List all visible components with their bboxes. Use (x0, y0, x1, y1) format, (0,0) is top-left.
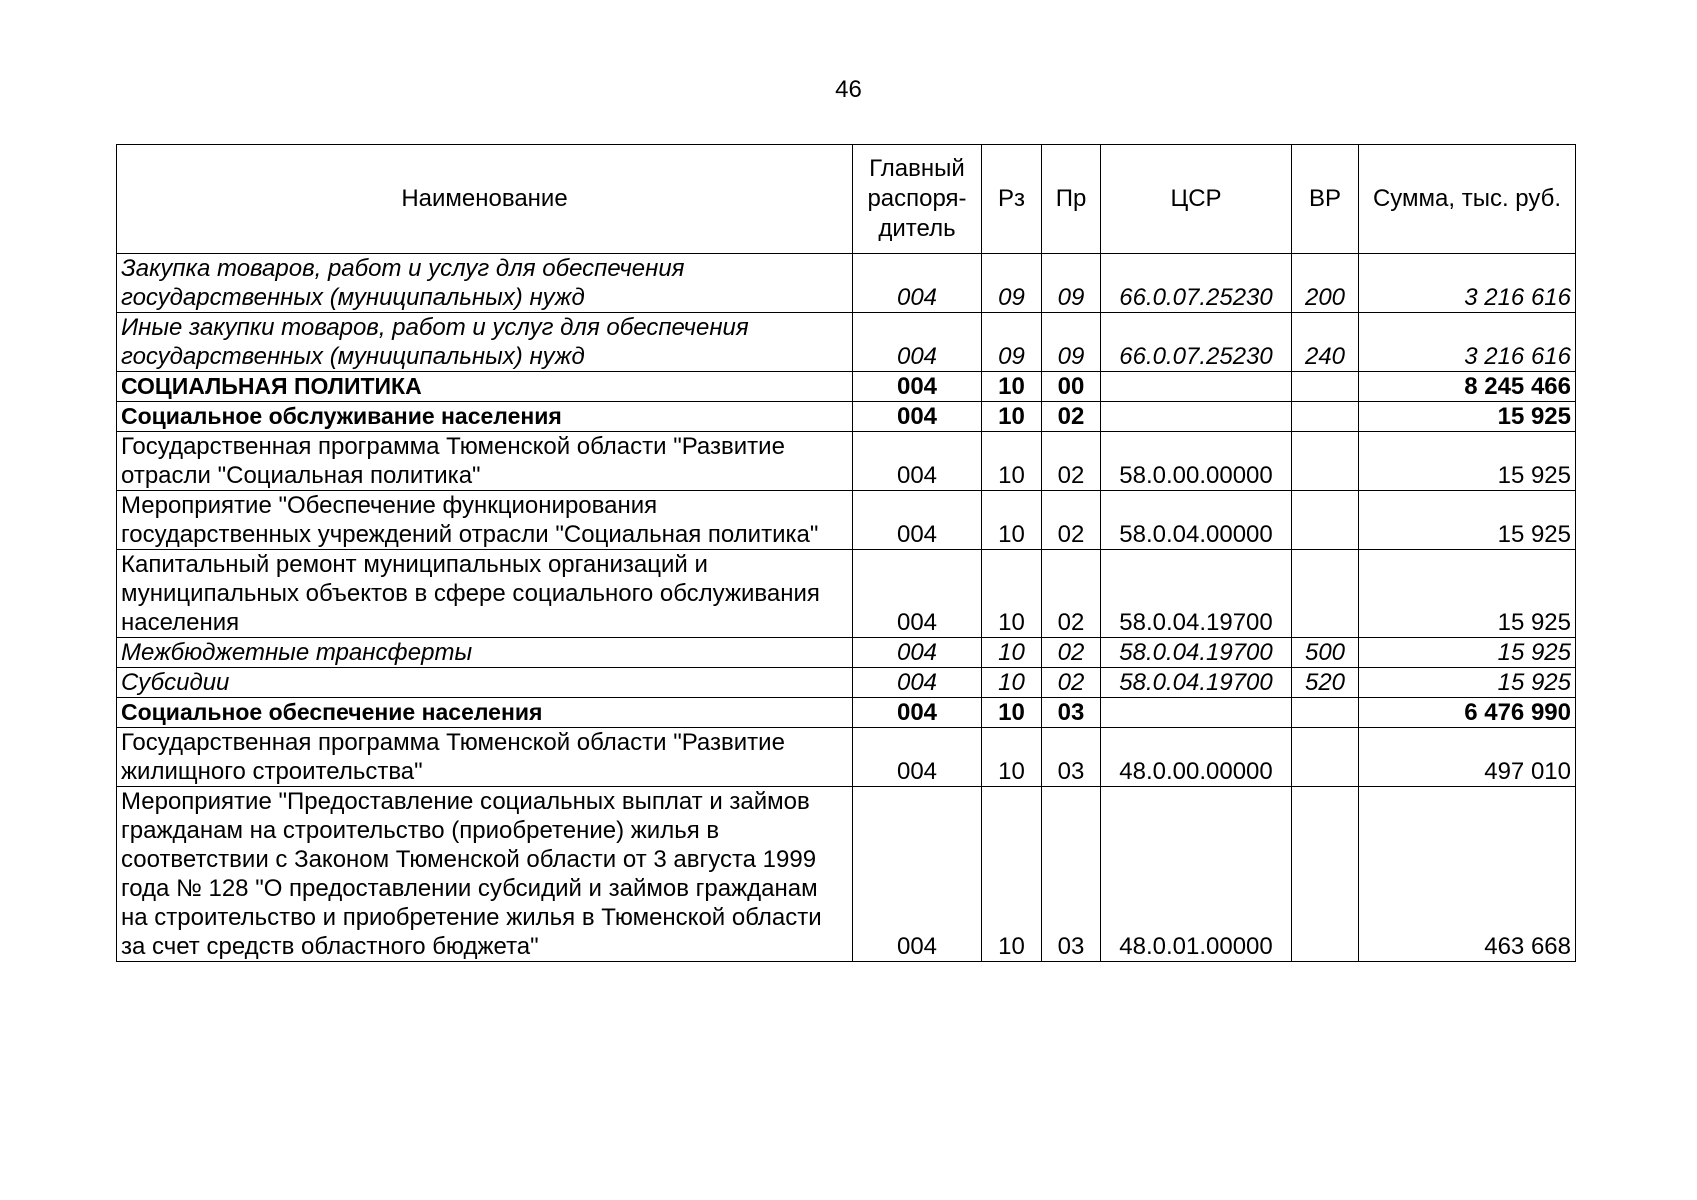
cell-vr (1292, 787, 1359, 962)
cell-glava: 004 (853, 668, 982, 698)
table-row (117, 668, 1576, 698)
table-row (117, 787, 1576, 962)
cell-pr: 02 (1042, 491, 1101, 550)
cell-vr: 200 (1292, 254, 1359, 313)
cell-sum: 3 216 616 (1359, 313, 1576, 372)
header-rz: Рз (982, 145, 1042, 254)
header-sum: Сумма, тыс. руб. (1359, 145, 1576, 254)
cell-rz: 10 (982, 698, 1042, 728)
cell-pr: 09 (1042, 313, 1101, 372)
table-body (117, 254, 1576, 962)
header-glava: Главный распоря-дитель (853, 145, 982, 254)
cell-pr: 02 (1042, 638, 1101, 668)
cell-sum: 497 010 (1359, 728, 1576, 787)
cell-pr: 02 (1042, 402, 1101, 432)
cell-glava: 004 (853, 638, 982, 668)
cell-csr (1101, 372, 1292, 402)
budget-table (116, 144, 1576, 962)
header-vr: ВР (1292, 145, 1359, 254)
cell-pr: 03 (1042, 728, 1101, 787)
cell-csr: 58.0.00.00000 (1101, 432, 1292, 491)
cell-vr: 520 (1292, 668, 1359, 698)
cell-vr (1292, 728, 1359, 787)
cell-name: Закупка товаров, работ и услуг для обеспечения государственных (муниципальных) нужд (117, 254, 853, 313)
page-number: 46 (835, 76, 862, 103)
header-name: Наименование (117, 145, 853, 254)
cell-name: Государственная программа Тюменской области "Развитие жилищного строительства" (117, 728, 853, 787)
cell-rz: 10 (982, 372, 1042, 402)
cell-name: Социальное обеспечение населения (117, 698, 853, 728)
cell-vr (1292, 432, 1359, 491)
cell-name: Мероприятие "Обеспечение функционирования государственных учреждений отрасли "Социальная политика" (117, 491, 853, 550)
cell-glava: 004 (853, 402, 982, 432)
cell-rz: 10 (982, 668, 1042, 698)
cell-csr (1101, 698, 1292, 728)
cell-sum: 15 925 (1359, 402, 1576, 432)
cell-csr: 58.0.04.19700 (1101, 638, 1292, 668)
cell-name: Государственная программа Тюменской области "Развитие отрасли "Социальная политика" (117, 432, 853, 491)
cell-glava: 004 (853, 698, 982, 728)
cell-csr: 66.0.07.25230 (1101, 254, 1292, 313)
table-row (117, 550, 1576, 638)
cell-glava: 004 (853, 372, 982, 402)
cell-glava: 004 (853, 728, 982, 787)
cell-vr (1292, 372, 1359, 402)
cell-sum: 15 925 (1359, 550, 1576, 638)
cell-pr: 02 (1042, 432, 1101, 491)
cell-name: Межбюджетные трансферты (117, 638, 853, 668)
cell-sum: 15 925 (1359, 491, 1576, 550)
cell-vr (1292, 550, 1359, 638)
cell-name: Иные закупки товаров, работ и услуг для обеспечения государственных (муниципальных) нужд (117, 313, 853, 372)
cell-glava: 004 (853, 254, 982, 313)
cell-sum: 8 245 466 (1359, 372, 1576, 402)
table-row (117, 254, 1576, 313)
cell-csr: 66.0.07.25230 (1101, 313, 1292, 372)
cell-glava: 004 (853, 313, 982, 372)
table-row (117, 698, 1576, 728)
cell-rz: 10 (982, 432, 1042, 491)
cell-csr: 58.0.04.19700 (1101, 550, 1292, 638)
cell-pr: 02 (1042, 668, 1101, 698)
cell-glava: 004 (853, 550, 982, 638)
table-row (117, 432, 1576, 491)
cell-sum: 3 216 616 (1359, 254, 1576, 313)
cell-sum: 15 925 (1359, 432, 1576, 491)
table-row (117, 491, 1576, 550)
table-row (117, 402, 1576, 432)
cell-name: СОЦИАЛЬНАЯ ПОЛИТИКА (117, 372, 853, 402)
cell-name: Субсидии (117, 668, 853, 698)
cell-glava: 004 (853, 491, 982, 550)
cell-rz: 09 (982, 313, 1042, 372)
cell-sum: 6 476 990 (1359, 698, 1576, 728)
cell-sum: 463 668 (1359, 787, 1576, 962)
cell-vr (1292, 491, 1359, 550)
cell-sum: 15 925 (1359, 668, 1576, 698)
cell-name: Капитальный ремонт муниципальных организаций и муниципальных объектов в сфере социального обслуживания населения (117, 550, 853, 638)
cell-vr: 500 (1292, 638, 1359, 668)
cell-pr: 03 (1042, 787, 1101, 962)
cell-rz: 10 (982, 638, 1042, 668)
cell-name: Социальное обслуживание населения (117, 402, 853, 432)
table-row (117, 728, 1576, 787)
cell-sum: 15 925 (1359, 638, 1576, 668)
cell-pr: 03 (1042, 698, 1101, 728)
cell-rz: 10 (982, 491, 1042, 550)
cell-vr: 240 (1292, 313, 1359, 372)
cell-csr (1101, 402, 1292, 432)
cell-pr: 09 (1042, 254, 1101, 313)
cell-glava: 004 (853, 787, 982, 962)
cell-rz: 10 (982, 728, 1042, 787)
cell-rz: 10 (982, 550, 1042, 638)
cell-glava: 004 (853, 432, 982, 491)
cell-csr: 48.0.00.00000 (1101, 728, 1292, 787)
cell-pr: 02 (1042, 550, 1101, 638)
cell-rz: 09 (982, 254, 1042, 313)
cell-vr (1292, 402, 1359, 432)
cell-name: Мероприятие "Предоставление социальных выплат и займов гражданам на строительство (приобретение) жилья в соответствии с Законом Тюменской области от 3 августа 1999 года № 128 "О предоставлении субсидий и займов гражданам на строительство и приобретение жилья в Тюменской области за счет средств областного бюджета" (117, 787, 853, 962)
cell-csr: 58.0.04.19700 (1101, 668, 1292, 698)
header-row (117, 145, 1576, 254)
cell-rz: 10 (982, 787, 1042, 962)
table-row (117, 372, 1576, 402)
cell-vr (1292, 698, 1359, 728)
header-pr: Пр (1042, 145, 1101, 254)
table-row (117, 313, 1576, 372)
cell-csr: 48.0.01.00000 (1101, 787, 1292, 962)
cell-rz: 10 (982, 402, 1042, 432)
table-row (117, 638, 1576, 668)
header-csr: ЦСР (1101, 145, 1292, 254)
cell-csr: 58.0.04.00000 (1101, 491, 1292, 550)
cell-pr: 00 (1042, 372, 1101, 402)
